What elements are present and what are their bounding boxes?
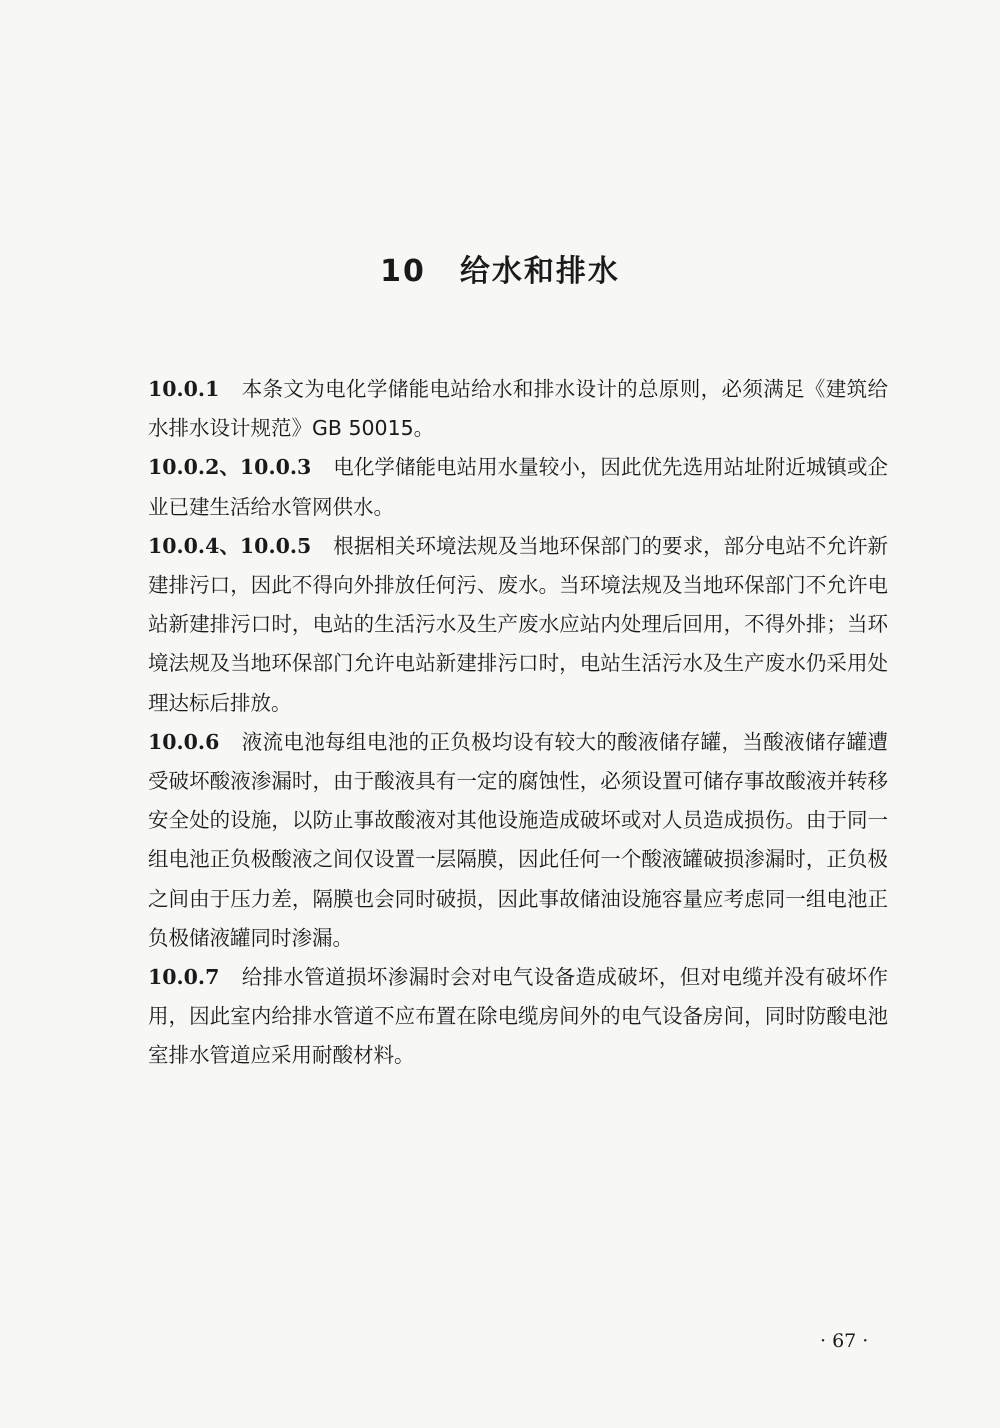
clause-number: 10.0.4、10.0.5 [148,533,312,558]
chapter-title: 给水和排水 [459,254,620,289]
clause-number: 10.0.1 [148,377,220,401]
clause-number: 10.0.6 [148,729,220,754]
clause-text: 根据相关环境法规及当地环保部门的要求，部分电站不允许新建排污口，因此不得向外排放任何污、废水。当环境法规及当地环保部门不允许电站新建排污口时，电站的生活污水及生产废水应站内处理后回用，不得外排；当环境法规及当地环保部门允许电站新建排污口时，电站生活污水及生产废水仍采用处理达标后排放。 [148,533,889,715]
clause-10-0-7 [148,958,888,1076]
clause-number: 10.0.7 [148,965,220,990]
clause-10-0-4-5 [148,527,888,723]
clause-text: 液流电池每组电池的正负极均设有较大的酸液储存罐，当酸液储存罐遭受破坏酸液渗漏时，由于酸液具有一定的腐蚀性，必须设置可储存事故酸液并转移安全处的设施，以防止事故酸液对其他设施造成破坏或对人员造成损伤。由于同一组电池正负极酸液之间仅设置一层隔膜，因此任何一个酸液罐破损渗漏时，正负极之间由于压力差，隔膜也会同时破损，因此事故储油设施容量应考虑同一组电池正负极储液罐同时渗漏。 [148,729,888,950]
chapter-number: 10 [380,254,426,289]
chapter-body [148,370,888,1076]
clause-10-0-2-3 [148,448,888,526]
clause-text: 给排水管道损坏渗漏时会对电气设备造成破坏，但对电缆并没有破坏作用，因此室内给排水管道不应布置在除电缆房间外的电气设备房间，同时防酸电池室排水管道应采用耐酸材料。 [148,965,888,1068]
clause-10-0-6 [148,723,888,958]
clause-10-0-1 [148,370,888,448]
clause-text: 电化学储能电站用水量较小，因此优先选用站址附近城镇或企业已建生活给水管网供水。 [148,455,889,519]
chapter-heading [0,246,1000,290]
clause-number: 10.0.2、10.0.3 [148,455,312,480]
page-number: · 67 · [820,1330,869,1352]
clause-text: 本条文为电化学储能电站给水和排水设计的总原则，必须满足《建筑给水排水设计规范》GB 50015。 [148,377,888,441]
